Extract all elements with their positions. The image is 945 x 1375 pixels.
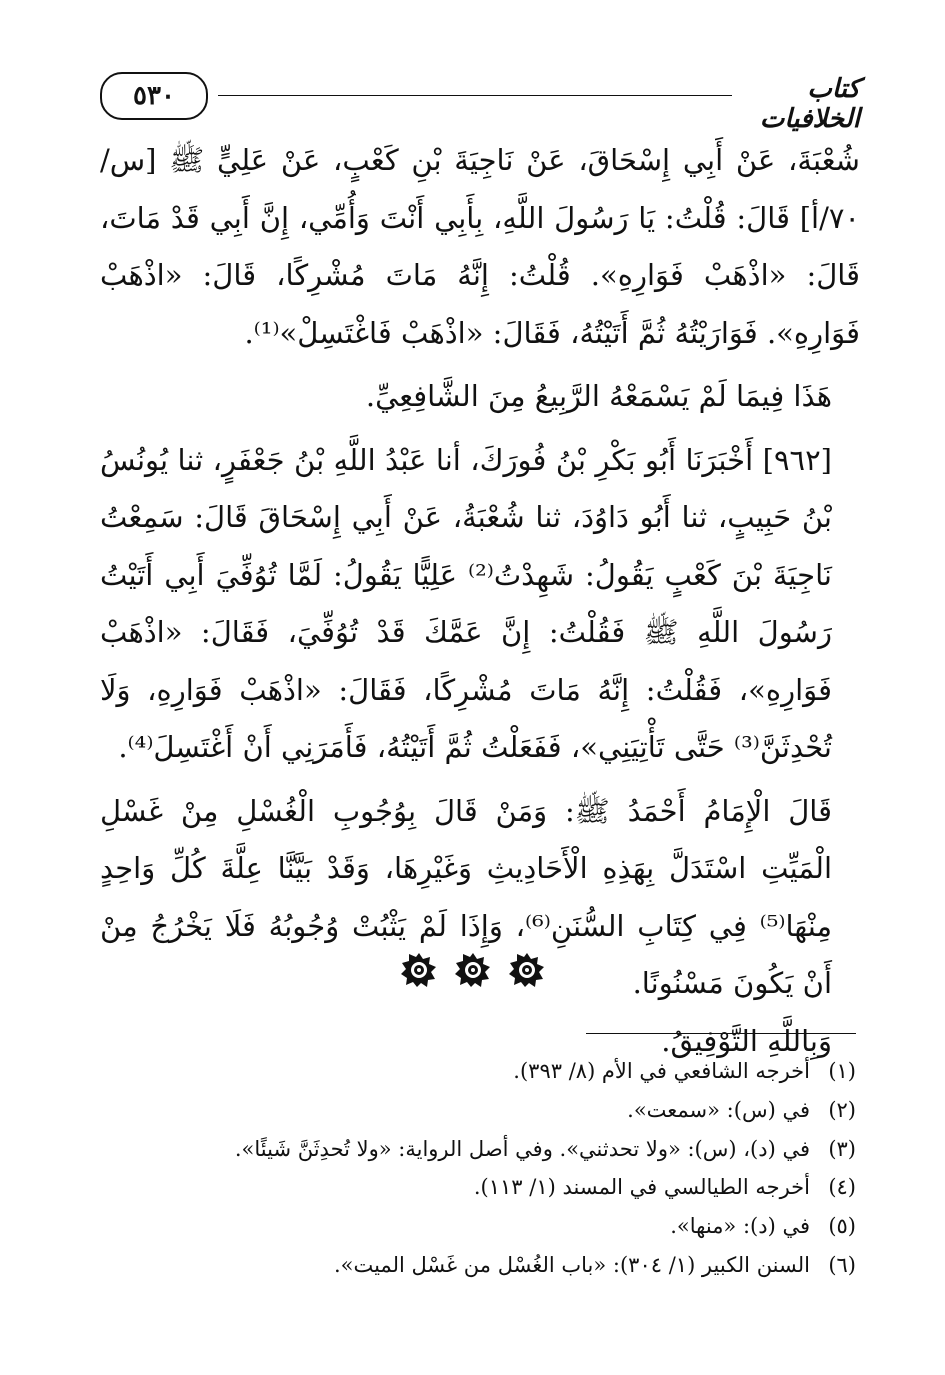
footnote-text: أخرجه الطيالسي في المسند (١/ ١١٣).: [473, 1175, 810, 1200]
page-header: [100, 72, 860, 134]
footnote: [96, 1168, 856, 1207]
footnote: [96, 1246, 856, 1285]
footnotes: [96, 1052, 856, 1285]
footnote-number: (٢): [828, 1097, 856, 1122]
book-title: كتاب الخلافيات: [759, 74, 860, 134]
main-text: [100, 132, 860, 1070]
ornament-icon: [455, 952, 491, 988]
footnote-text: في (د): «منها».: [670, 1214, 810, 1239]
footnote-text: في (س): «سمعت».: [627, 1097, 810, 1122]
footnote-rule: [586, 1033, 856, 1034]
paragraph-hadith-962: [٩٦٢] أَخْبَرَنَا أَبُو بَكْرِ بْنُ فُورَكَ، أنا عَبْدُ اللَّهِ بْنُ جَعْفَرٍ، ثنا يُونُسُ بْنُ حَبِيبٍ، ثنا أَبُو دَاوُدَ، ثنا شُعْبَةُ، عَنْ أَبِي إِسْحَاقَ قَالَ: سَمِعْتُ نَاجِيَةَ بْنَ كَعْبٍ يَقُولُ: شَهِدْتُ⁽²⁾ عَلِيًّا يَقُولُ: لَمَّا تُوُفِّيَ أَبِي أَتَيْتُ رَسُولَ اللَّهِ ﷺ فَقُلْتُ: إِنَّ عَمَّكَ قَدْ تُوُفِّيَ، فَقَالَ: «اذْهَبْ فَوَارِهِ»، فَقُلْتُ: إِنَّهُ مَاتَ مُشْرِكًا، فَقَالَ: «اذْهَبْ فَوَارِهِ، وَلَا تُحْدِثَنَّ⁽³⁾ حَتَّى تَأْتِيَنِي»، فَفَعَلْتُ ثُمَّ أَتَيْتُهُ، فَأَمَرَنِي أَنْ أَغْتَسِلَ⁽⁴⁾.: [100, 442, 832, 764]
footnote-number: (٦): [828, 1252, 856, 1277]
footnote-number: (١): [828, 1059, 856, 1083]
footnote-text: السنن الكبير (١/ ٣٠٤): «باب الغُسْل من غَسْل الميت».: [333, 1252, 810, 1277]
footnote: [96, 1091, 856, 1130]
footnote-number: (٤): [828, 1175, 856, 1200]
footnote-text: أخرجه الشافعي في الأم (٨/ ٣٩٣).: [513, 1059, 810, 1083]
ornament-icon: [401, 952, 437, 988]
footnote-number: (٣): [828, 1136, 856, 1161]
paragraph-note: هَذَا فِيمَا لَمْ يَسْمَعْهُ الرَّبِيعُ مِنَ الشَّافِعِيِّ.: [365, 379, 832, 413]
footnote-number: (٥): [828, 1214, 856, 1239]
section-divider: [0, 952, 945, 992]
footnote-text: في (د)، (س): «ولا تحدثني». وفي أصل الرواية: «ولا تُحدِثَنَّ شَيئًا».: [234, 1136, 810, 1161]
header-rule: [218, 95, 732, 96]
footnote: [96, 1052, 856, 1091]
paragraph-imam-ahmad: قَالَ الْإِمَامُ أَحْمَدُ ﷺ: وَمَنْ قَالَ بِوُجُوبِ الْغُسْلِ مِنْ غَسْلِ الْمَيِّتِ اسْتَدَلَّ بِهَذِهِ الْأَحَادِيثِ وَغَيْرِهَا، وَقَدْ بَيَّنَّا عِلَّةَ كُلِّ وَاحِدٍ مِنْهَا⁽⁵⁾ فِي كِتَابِ السُّنَنِ⁽⁶⁾، وَإِذَا لَمْ يَثْبُتْ وُجُوبُهُ فَلَا يَخْرُجُ مِنْ أَنْ يَكُونَ مَسْنُونًا.: [100, 793, 832, 1000]
footnote: [96, 1207, 856, 1246]
footnote: [96, 1130, 856, 1169]
page-number: ٥٣٠: [100, 72, 208, 120]
paragraph-closing: وَبِاللَّهِ التَّوْفِيقُ.: [661, 1023, 832, 1058]
paragraph-hadith-continuation: شُعْبَةَ، عَنْ أَبِي إِسْحَاقَ، عَنْ نَاجِيَةَ بْنِ كَعْبٍ، عَنْ عَلِيٍّ ﷺ [س/٧٠/أ] قَالَ: قُلْتُ: يَا رَسُولَ اللَّهِ، بِأَبِي أَنْتَ وَأُمِّي، إِنَّ أَبِي قَدْ مَاتَ، قَالَ: «اذْهَبْ فَوَارِهِ». قُلْتُ: إِنَّهُ مَاتَ مُشْرِكًا، قَالَ: «اذْهَبْ فَوَارِهِ». فَوَارَيْتُهُ ثُمَّ أَتَيْتُهُ، فَقَالَ: «اذْهَبْ فَاغْتَسِلْ»⁽¹⁾.: [100, 143, 860, 350]
ornament-icon: [509, 952, 545, 988]
